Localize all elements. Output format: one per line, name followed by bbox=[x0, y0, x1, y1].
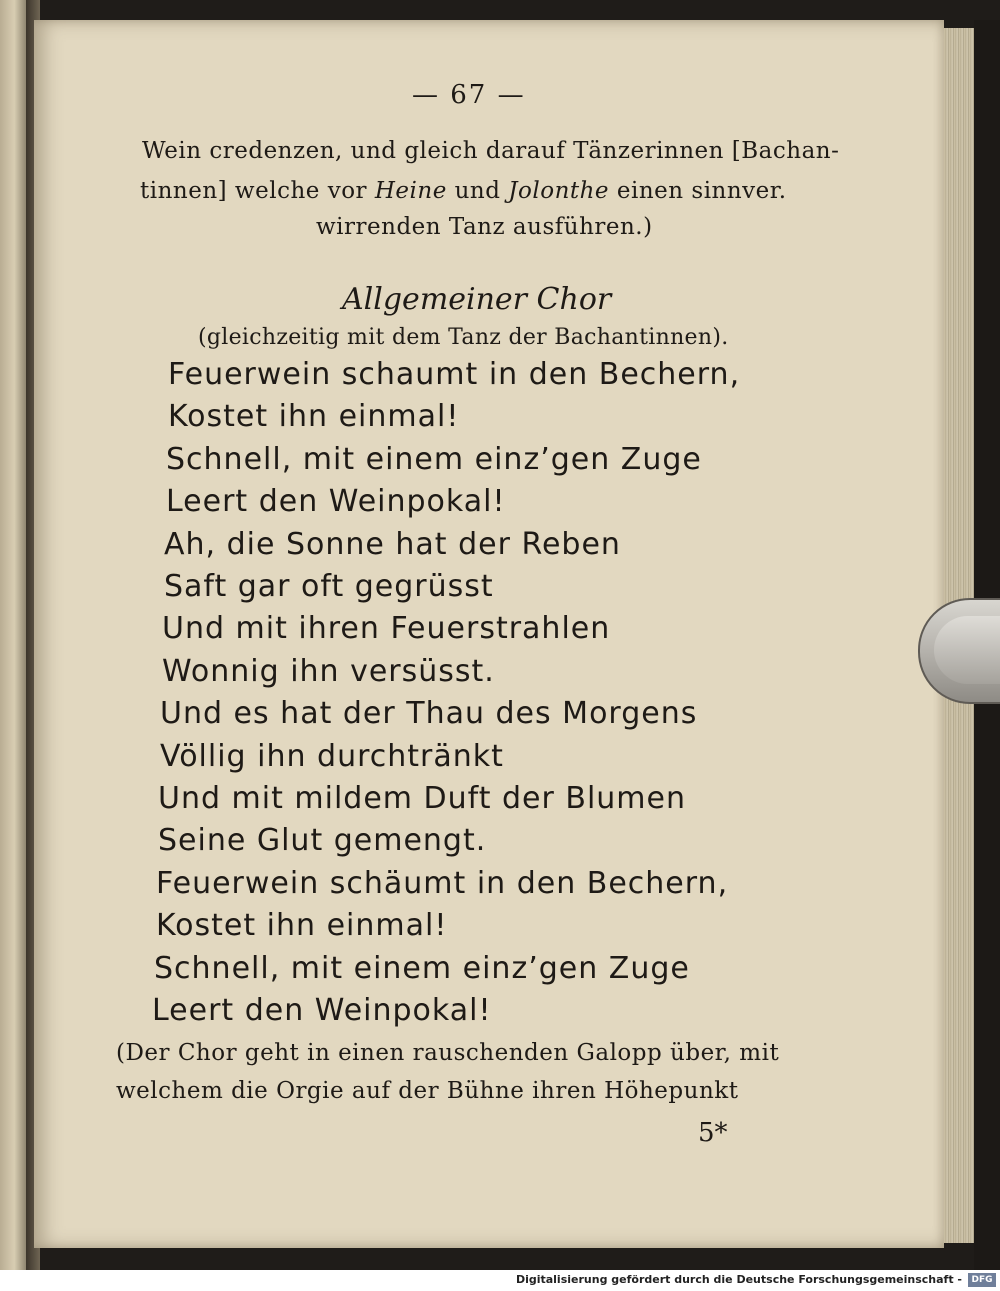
verse-line: Wonnig ihn versüsst. bbox=[162, 653, 495, 689]
verse-line: Und mit mildem Duft der Blumen bbox=[158, 781, 687, 816]
intro-text: einen sinnver. bbox=[609, 178, 787, 204]
character-name: Jolonthe bbox=[508, 178, 610, 204]
verse-line: Schnell, mit einem einz’gen Zuge bbox=[154, 950, 690, 986]
intro-text: tinnen] welche vor bbox=[140, 178, 375, 204]
verse-line: Und es hat der Thau des Morgens bbox=[160, 696, 698, 732]
verse-line: Feuerwein schaumt in den Bechern, bbox=[168, 357, 741, 392]
intro-text: Wein credenzen, und gleich darauf Tänzerinnen [Bachan- bbox=[142, 138, 840, 164]
character-name: Heine bbox=[374, 178, 447, 204]
footer-bar bbox=[0, 1270, 1000, 1291]
stage-direction: (gleichzeitig mit dem Tanz der Bachantinnen). bbox=[198, 325, 729, 350]
verse-line: Ah, die Sonne hat der Reben bbox=[164, 526, 621, 562]
verse-line: Völlig ihn durchtränkt bbox=[160, 738, 504, 774]
dfg-logo: DFG bbox=[968, 1273, 996, 1287]
verse-line: Schnell, mit einem einz’gen Zuge bbox=[166, 441, 702, 477]
footer-credit: Digitalisierung gefördert durch die Deutsche Forschungsgemeinschaft - bbox=[515, 1273, 962, 1286]
left-page-edge bbox=[0, 0, 26, 1270]
verse-line: Kostet ihn einmal! bbox=[156, 908, 448, 944]
section-heading: Allgemeiner Chor bbox=[342, 282, 612, 317]
intro-text: und bbox=[446, 178, 509, 204]
page-number: — 67 — bbox=[412, 80, 526, 110]
intro-line bbox=[316, 214, 653, 240]
intro-line bbox=[140, 178, 787, 204]
closing-line: welchem die Orgie auf der Bühne ihren Höhepunkt bbox=[116, 1078, 739, 1104]
intro-text: wirrenden Tanz ausführen.) bbox=[316, 214, 653, 240]
signature-mark: 5* bbox=[698, 1118, 728, 1148]
verse-line: Feuerwein schäumt in den Bechern, bbox=[156, 865, 729, 901]
page-clamp-highlight bbox=[934, 616, 1000, 684]
verse-line: Leert den Weinpokal! bbox=[152, 993, 492, 1028]
verse-line: Leert den Weinpokal! bbox=[166, 484, 506, 520]
verse-line: Und mit ihren Feuerstrahlen bbox=[162, 611, 611, 647]
closing-line: (Der Chor geht in einen rauschenden Galopp über, mit bbox=[116, 1040, 780, 1066]
verse-line: Seine Glut gemengt. bbox=[158, 823, 487, 859]
intro-line bbox=[142, 138, 839, 164]
verse-line: Saft gar oft gegrüsst bbox=[164, 569, 494, 604]
verse-line: Kostet ihn einmal! bbox=[168, 399, 460, 435]
